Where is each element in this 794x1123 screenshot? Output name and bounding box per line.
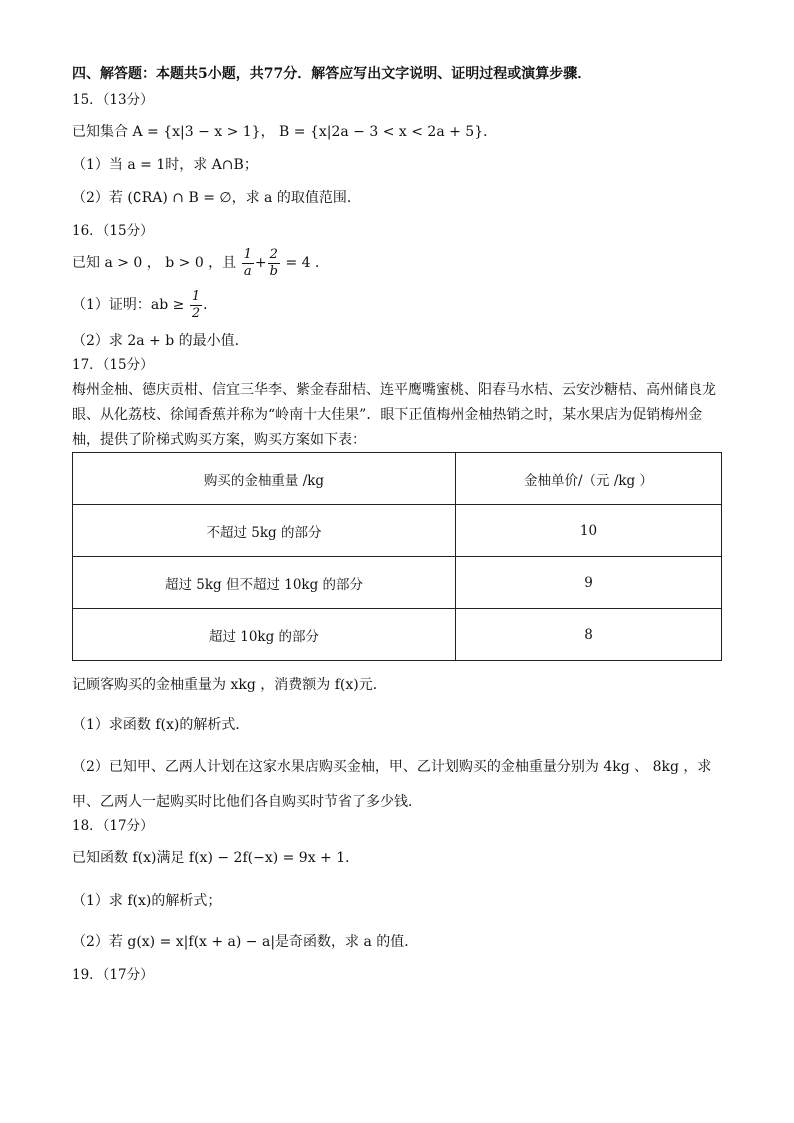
price-table [72,452,722,661]
q16-fraction-1 [242,247,254,280]
q16-stem [72,246,329,280]
q16-number: 16．（15分） [72,223,154,239]
q17-note: 记顾客购买的金柚重量为 xkg ，消费额为 f(x)元． [72,677,387,693]
table-header-unit-price: 金柚单价/（元 /kg ） [456,453,722,505]
q18-stem: 已知函数 f(x)满足 f(x) − 2f(−x) = 9x + 1． [72,850,360,866]
q15-part2: （2）若 (∁RA) ∩ B = ∅，求 a 的取值范围． [72,190,361,206]
q17-paragraph-line2: 眼、从化荔枝、徐闻香蕉并称为“岭南十大佳果”．眼下正值梅州金柚热销之时，某水果店为促销梅州金 [72,407,703,423]
q16-stem-prefix: 已知 a > 0 ， b > 0 ，且 [72,255,237,271]
q16-part1-prefix: （1）证明：ab ≥ [72,297,185,313]
table-cell-price: 9 [456,557,722,609]
q17-part2-line2: 甲、乙两人一起购买时比他们各自购买时节省了多少钱． [72,794,422,810]
table-row [73,505,722,557]
q18-part1: （1）求 f(x)的解析式； [72,893,222,909]
q17-part1: （1）求函数 f(x)的解析式． [72,717,250,733]
q15-stem: 已知集合 A = {x|3 − x > 1}， B = {x|2a − 3 < x < 2a + 5}． [72,124,498,140]
q15-number: 15．（13分） [72,92,154,108]
q17-part2-line1: （2）已知甲、乙两人计划在这家水果店购买金柚，甲、乙计划购买的金柚重量分别为 4kg 、 8kg ，求 [72,759,712,775]
q16-frac1-numerator: 1 [243,246,252,262]
q16-frac2-denominator: b [269,263,278,279]
q16-frac2-numerator: 2 [268,247,280,264]
q16-stem-suffix: = 4 ． [285,255,329,271]
q16-fraction-2 [268,247,280,280]
q16-plus: + [254,255,267,271]
q16-frac1-denominator: a [243,263,252,279]
table-cell-range: 不超过 5kg 的部分 [73,505,456,557]
q16-part1-numerator: 1 [191,288,201,304]
q17-paragraph-line3: 柚，提供了阶梯式购买方案，购买方案如下表： [72,432,366,448]
table-cell-price: 8 [456,609,722,661]
table-cell-price: 10 [456,505,722,557]
q16-part1-suffix: ． [203,297,218,313]
q16-part1 [72,288,217,322]
table-cell-range: 超过 10kg 的部分 [73,609,456,661]
q18-part2: （2）若 g(x) = x|f(x + a) − a|是奇函数，求 a 的值． [72,934,419,950]
table-row [73,557,722,609]
q17-paragraph-line1: 梅州金柚、德庆贡柑、信宜三华李、紫金春甜桔、连平鹰嘴蜜桃、阳春马水桔、云安沙糖桔、高州储良龙 [72,382,716,398]
table-header-weight: 购买的金柚重量 /kg [73,453,456,505]
table-cell-range: 超过 5kg 但不超过 10kg 的部分 [73,557,456,609]
q17-number: 17．（15分） [72,357,154,373]
q16-part2: （2）求 2a + b 的最小值． [72,333,249,349]
q16-part1-denominator: 2 [191,305,201,321]
q19-number: 19．（17分） [72,967,154,983]
table-row [73,609,722,661]
q18-number: 18．（17分） [72,818,154,834]
q15-part1: （1）当 a = 1时，求 A∩B； [72,157,258,173]
q16-part1-fraction [190,289,202,322]
table-header-row [73,453,722,505]
section-header: 四、解答题：本题共5小题，共77分．解答应写出文字说明、证明过程或演算步骤． [72,66,592,82]
